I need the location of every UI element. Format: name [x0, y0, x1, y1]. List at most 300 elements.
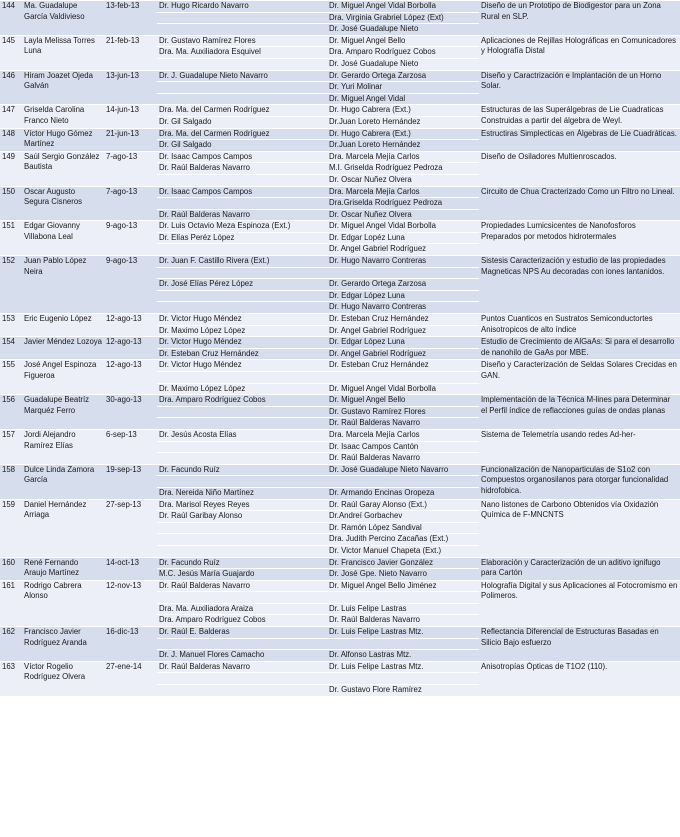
advisor-name [157, 406, 327, 418]
advisor-name [157, 290, 327, 302]
advisor-name [157, 302, 327, 314]
student-name: Guadalupe Beatríz Marquéz Ferro [22, 395, 104, 418]
advisor-name [157, 198, 327, 210]
record-spacer [104, 163, 157, 175]
record-spacer [0, 650, 22, 662]
record-spacer [0, 348, 22, 360]
record-spacer [0, 325, 22, 337]
record-spacer [0, 511, 22, 523]
advisor-name: Dra. Amparo Rodríguez Cobos [157, 395, 327, 407]
committee-member: Dr. Luis Felipe Lastras [327, 603, 479, 615]
advisor-name: Dra. Ma. del Carmen Rodríguez [157, 128, 327, 140]
record-spacer [0, 198, 22, 210]
advisor-name: Dr. Jesús Acosta Elías [157, 429, 327, 441]
committee-member: Dr. Angel Gabriel Rodríguez [327, 244, 479, 256]
advisor-name [157, 441, 327, 453]
record-spacer [22, 545, 104, 557]
advisor-name: Dr. Hugo Ricardo Navarro [157, 1, 327, 13]
student-name: Saúl Sergio González Bautista [22, 151, 104, 174]
record-spacer [104, 209, 157, 221]
record-spacer [22, 487, 104, 499]
exam-date: 21-jun-13 [104, 128, 157, 140]
thesis-title: Puntos Cuanticos en Sustratos Semiconductortes Anisotropicos de alto índice [479, 314, 680, 337]
committee-member: Dr. Raúl Balderas Navarro [327, 418, 479, 430]
record-spacer [104, 487, 157, 499]
committee-member: Dra. Marcela Mejía Carlos [327, 429, 479, 441]
committee-member: Dra. Marcela Mejía Carlos [327, 186, 479, 198]
committee-member: Dra. Amparo Rodríguez Cobos [327, 47, 479, 59]
student-name: Griselda Carolina Franco Nieto [22, 105, 104, 128]
record-row [0, 70, 680, 82]
student-name: Víctor Rogelio Rodríguez Olvera [22, 661, 104, 684]
record-number: 146 [0, 70, 22, 82]
record-spacer [0, 383, 22, 395]
thesis-title: Sistesis Caracterización y estudio de las propiedades Magneticas NPS Au decoradas con iones lantanidos. [479, 256, 680, 314]
advisor-name: Dra. Nereida Niño Martínez [157, 487, 327, 499]
advisor-name [157, 592, 327, 604]
student-name: Hiram Joazet Ojeda Galván [22, 70, 104, 93]
record-spacer [22, 174, 104, 186]
committee-member: Dr. Hugo Navarro Contreras [327, 302, 479, 314]
advisor-name [157, 58, 327, 70]
record-spacer [0, 592, 22, 604]
advisor-name: Dr. Raúl Garibay Alonso [157, 511, 327, 523]
advisor-name [157, 545, 327, 557]
committee-member: Dr. José Guadalupe Nieto [327, 58, 479, 70]
committee-member: Dr. Edgar Lopéz Luna [327, 232, 479, 244]
record-spacer [104, 232, 157, 244]
record-spacer [0, 174, 22, 186]
exam-date: 12-ago-13 [104, 337, 157, 349]
record-spacer [104, 93, 157, 105]
committee-member: Dr. Miguel Angel Vidal Borbolla [327, 383, 479, 395]
record-spacer [0, 279, 22, 291]
student-name: Daniel Hernández Arriaga [22, 499, 104, 522]
committee-member [327, 372, 479, 384]
advisor-name: Dr. Gustavo Ramírez Flores [157, 35, 327, 47]
student-name: Oscar Augusto Segura Cisneros [22, 186, 104, 209]
record-spacer [0, 209, 22, 221]
record-row [0, 627, 680, 639]
record-spacer [0, 638, 22, 650]
record-row [0, 35, 680, 47]
committee-member: Dr. Angel Gabriel Rodríguez [327, 325, 479, 337]
record-spacer [0, 569, 22, 581]
record-spacer [0, 418, 22, 430]
record-spacer [104, 47, 157, 59]
advisor-name: Dr. Facundo Ruíz [157, 557, 327, 569]
record-spacer [104, 569, 157, 581]
advisor-name: Dr. Raúl Balderas Navarro [157, 163, 327, 175]
exam-date: 12-nov-13 [104, 580, 157, 592]
committee-member: Dr. José Guadalupe Nieto Navarro [327, 464, 479, 476]
thesis-title: Diseño de Osiladores Multienroscados. [479, 151, 680, 186]
committee-member: Dra. Marcela Mejía Carlos [327, 151, 479, 163]
advisor-name [157, 93, 327, 105]
committee-member: Dr. Oscar Nuñez Olvera [327, 209, 479, 221]
record-spacer [104, 592, 157, 604]
committee-member: Dr. Luis Felipe Lastras Mtz. [327, 627, 479, 639]
record-spacer [104, 58, 157, 70]
advisor-name [157, 522, 327, 534]
exam-date: 13-jun-13 [104, 70, 157, 82]
advisor-name: Dra. Ma. del Carmen Rodríguez [157, 105, 327, 117]
committee-member: Dra. Virginia Grabriel López (Ext) [327, 12, 479, 24]
exam-date: 27-ene-14 [104, 661, 157, 673]
record-spacer [22, 453, 104, 465]
thesis-title: Propiedades Lumicsicentes de Nanofosforos Preparados por metodos hidrotermales [479, 221, 680, 256]
record-spacer [0, 93, 22, 105]
record-spacer [104, 534, 157, 546]
record-spacer [0, 545, 22, 557]
record-number: 158 [0, 464, 22, 476]
record-spacer [22, 302, 104, 314]
record-spacer [0, 673, 22, 685]
record-spacer [0, 522, 22, 534]
record-spacer [104, 673, 157, 685]
advisor-name: Dr. José Elías Pérez López [157, 279, 327, 291]
record-number: 147 [0, 105, 22, 117]
advisor-name [157, 638, 327, 650]
record-spacer [22, 24, 104, 36]
thesis-title: Holografía Digital y sus Aplicaciones al Fotocromismo en Polimeros. [479, 580, 680, 626]
advisor-name: Dra. Marisol Reyes Reyes [157, 499, 327, 511]
student-name: Jordi Alejandro Ramírez Elías [22, 429, 104, 452]
record-spacer [22, 522, 104, 534]
record-row [0, 105, 680, 117]
record-number: 155 [0, 360, 22, 372]
record-number: 162 [0, 627, 22, 639]
record-number: 163 [0, 661, 22, 673]
record-row [0, 661, 680, 673]
record-spacer [0, 685, 22, 696]
thesis-title: Diseño de un Prototipo de Biodigestor para un Zona Rural en SLP. [479, 1, 680, 36]
record-spacer [0, 615, 22, 627]
record-row [0, 337, 680, 349]
advisor-name: Dr. Victor Hugo Méndez [157, 360, 327, 372]
exam-date: 21-feb-13 [104, 35, 157, 47]
exam-date: 16-dic-13 [104, 627, 157, 639]
record-row [0, 1, 680, 13]
thesis-title: Elaboración y Caracterización de un aditivo ignifugo para Cartón [479, 557, 680, 580]
record-spacer [0, 441, 22, 453]
student-name: Javier Méndez Lozoya [22, 337, 104, 360]
advisor-name: Dr. J. Guadalupe Nieto Navarro [157, 70, 327, 82]
committee-member: Dr. Gustavo Ramírez Flores [327, 406, 479, 418]
record-spacer [0, 290, 22, 302]
record-spacer [0, 140, 22, 152]
record-spacer [0, 603, 22, 615]
record-spacer [22, 418, 104, 430]
advisor-name: Dr. Isaac Campos Campos [157, 186, 327, 198]
exam-date: 7-ago-13 [104, 186, 157, 198]
student-name: Rodrigo Cabrera Alonso [22, 580, 104, 603]
advisor-name: Dr. Juan F. Castillo Rivera (Ext.) [157, 256, 327, 268]
record-row [0, 256, 680, 268]
exam-date: 7-ago-13 [104, 151, 157, 163]
record-row [0, 360, 680, 372]
record-spacer [104, 302, 157, 314]
advisor-name: Dra. Ma. Auxiliadora Esquivel [157, 47, 327, 59]
committee-member: Dr. Isaac Campos Cantón [327, 441, 479, 453]
thesis-title: Nano listones de Carbono Obtenidos vía Oxidazión Química de F-MNCNTS [479, 499, 680, 557]
committee-member: Dr. Yuri Molinar [327, 82, 479, 94]
record-spacer [104, 685, 157, 696]
committee-member: Dra.Griselda Rodríguez Pedroza [327, 198, 479, 210]
thesis-title: Sistema de Telemetría usando redes Ad-her- [479, 429, 680, 464]
record-spacer [0, 24, 22, 36]
record-spacer [104, 511, 157, 523]
record-spacer [104, 140, 157, 152]
exam-date: 6-sep-13 [104, 429, 157, 441]
committee-member: Dr. Francisco Javier González [327, 557, 479, 569]
committee-member: Dr. Miguel Angel Bello [327, 35, 479, 47]
record-spacer [22, 279, 104, 291]
committee-member: Dr. Miguel Angel Bello Jiménez [327, 580, 479, 592]
record-spacer [0, 453, 22, 465]
record-spacer [22, 603, 104, 615]
record-spacer [22, 383, 104, 395]
committee-member: Dr. Raúl Balderas Navarro [327, 615, 479, 627]
record-spacer [104, 348, 157, 360]
committee-member: Dr. Hugo Cabrera (Ext.) [327, 105, 479, 117]
record-row [0, 128, 680, 140]
committee-member [327, 673, 479, 685]
record-spacer [104, 116, 157, 128]
thesis-records-body [0, 1, 680, 696]
record-spacer [104, 650, 157, 662]
committee-member: Dr. Armando Encinas Oropeza [327, 487, 479, 499]
exam-date: 30-ago-13 [104, 395, 157, 407]
committee-member [327, 267, 479, 279]
advisor-name [157, 453, 327, 465]
exam-date: 14-oct-13 [104, 557, 157, 569]
advisor-name: Dr. Maximo López López [157, 383, 327, 395]
thesis-title: Funcionalización de Nanoparticulas de S1o2 con Compuestos organosilanos para otorgar funcionalidad hidrofobica. [479, 464, 680, 499]
advisor-name [157, 267, 327, 279]
record-spacer [104, 174, 157, 186]
student-name: Juan Pablo López Neira [22, 256, 104, 279]
committee-member: Dr.Andreí Gorbachev [327, 511, 479, 523]
committee-member: Dr. Esteban Cruz Hernández [327, 360, 479, 372]
advisor-name: Dr. Raúl Balderas Navarro [157, 661, 327, 673]
record-spacer [104, 372, 157, 384]
exam-date: 13-feb-13 [104, 1, 157, 13]
exam-date: 12-ago-13 [104, 360, 157, 372]
record-spacer [0, 47, 22, 59]
record-spacer [22, 615, 104, 627]
record-spacer [0, 116, 22, 128]
thesis-title: Anisotropías Ópticas de T1O2 (110). [479, 661, 680, 695]
record-spacer [0, 163, 22, 175]
advisor-name [157, 534, 327, 546]
thesis-title: Diseño y Caracterización de Seldas Solares Crecidas en GAN. [479, 360, 680, 395]
advisor-name: Dr. Victor Hugo Méndez [157, 337, 327, 349]
thesis-title: Estructiras Simplecticas en Álgebras de Lie Cuadráticas. [479, 128, 680, 151]
student-name: René Fernando Araujo Martínez [22, 557, 104, 580]
advisor-name: Dr. Raúl Balderas Navarro [157, 580, 327, 592]
student-name: Ma. Guadalupe García Valdivieso [22, 1, 104, 24]
record-spacer [22, 209, 104, 221]
advisor-name [157, 673, 327, 685]
record-number: 153 [0, 314, 22, 326]
advisor-name: Dr. Raúl E. Balderas [157, 627, 327, 639]
record-number: 148 [0, 128, 22, 140]
record-spacer [104, 267, 157, 279]
committee-member [327, 592, 479, 604]
thesis-title: Diseño y Caractrización e Implantación de un Horno Solar. [479, 70, 680, 105]
record-number: 154 [0, 337, 22, 349]
student-name: José Angel Espinoza Figueroa [22, 360, 104, 383]
advisor-name [157, 685, 327, 696]
record-spacer [22, 685, 104, 696]
record-number: 151 [0, 221, 22, 233]
advisor-name [157, 476, 327, 488]
committee-member: Dr. Miguel Angel Bello [327, 395, 479, 407]
committee-member: Dr. Miguel Angel Vidal [327, 93, 479, 105]
record-number: 160 [0, 557, 22, 569]
record-spacer [104, 545, 157, 557]
record-number: 152 [0, 256, 22, 268]
record-spacer [0, 487, 22, 499]
student-name: Edgar Giovanny Villabona Leal [22, 221, 104, 244]
exam-date: 9-ago-13 [104, 221, 157, 233]
record-spacer [104, 12, 157, 24]
committee-member: Dr. José Gpe. Nieto Navarro [327, 569, 479, 581]
record-spacer [104, 279, 157, 291]
record-row [0, 221, 680, 233]
committee-member: Dr. Ramón López Sandival [327, 522, 479, 534]
record-spacer [22, 534, 104, 546]
advisor-name [157, 418, 327, 430]
record-number: 159 [0, 499, 22, 511]
record-spacer [104, 638, 157, 650]
thesis-title: Circuito de Chua Cracterizado Como un Filtro no Lineal. [479, 186, 680, 221]
committee-member: Dr.Juan Loreto Hernández [327, 140, 479, 152]
record-spacer [104, 603, 157, 615]
student-name: Víctor Hugo Gómez Martínez [22, 128, 104, 151]
advisor-name: Dr. Gil Salgado [157, 116, 327, 128]
record-spacer [0, 58, 22, 70]
thesis-title: Aplicaciones de Rejillas Holográficas en Comunicadores y Holografía Distal [479, 35, 680, 70]
record-spacer [22, 650, 104, 662]
exam-date: 12-ago-13 [104, 314, 157, 326]
record-spacer [0, 232, 22, 244]
record-spacer [104, 453, 157, 465]
record-number: 157 [0, 429, 22, 441]
advisor-name: Dr. Facundo Ruíz [157, 464, 327, 476]
exam-date: 27-sep-13 [104, 499, 157, 511]
committee-member: Dr. Miguel Angel Vidal Borbolla [327, 221, 479, 233]
record-spacer [104, 418, 157, 430]
record-spacer [22, 244, 104, 256]
advisor-name [157, 24, 327, 36]
record-spacer [104, 476, 157, 488]
record-spacer [0, 267, 22, 279]
record-spacer [104, 615, 157, 627]
record-spacer [0, 534, 22, 546]
record-spacer [0, 372, 22, 384]
committee-member: Dr. Edgar López Luna [327, 290, 479, 302]
advisor-name: Dr. Isaac Campos Campos [157, 151, 327, 163]
committee-member: Dr. Raúl Garay Alonso (Ext.) [327, 499, 479, 511]
student-name: Layla Melissa Torres Luna [22, 35, 104, 58]
advisor-name: Dr. Esteban Cruz Hernández [157, 348, 327, 360]
record-row [0, 429, 680, 441]
advisor-name: Dr. Gil Salgado [157, 140, 327, 152]
record-number: 145 [0, 35, 22, 47]
committee-member: Dr. Edgar López Luna [327, 337, 479, 349]
record-spacer [104, 82, 157, 94]
thesis-title: Reflectancia Diferencial de Estructuras Basadas en Silicio Bajo esfuerzo [479, 627, 680, 662]
committee-member: Dr. Oscar Nuñez Olvera [327, 174, 479, 186]
thesis-title: Estructuras de las Superálgebras de Lie Cuadraticas Construidas a partir del álgebra de Weyl. [479, 105, 680, 128]
exam-date: 14-jun-13 [104, 105, 157, 117]
committee-member: Dra. Judith Percino Zacañas (Ext.) [327, 534, 479, 546]
committee-member: Dr. Raúl Balderas Navarro [327, 453, 479, 465]
record-spacer [0, 406, 22, 418]
record-number: 144 [0, 1, 22, 13]
record-row [0, 557, 680, 569]
committee-member: Dr. Hugo Navarro Contreras [327, 256, 479, 268]
record-number: 149 [0, 151, 22, 163]
record-spacer [0, 244, 22, 256]
committee-member: Dr. Hugo Cabrera (Ext.) [327, 128, 479, 140]
committee-member: Dr. Esteban Cruz Hernández [327, 314, 479, 326]
record-spacer [22, 93, 104, 105]
advisor-name: Dr. Luis Octavio Meza Espinoza (Ext.) [157, 221, 327, 233]
committee-member: Dr. Victor Manuel Chapeta (Ext.) [327, 545, 479, 557]
advisor-name: Dr. Elías Peréz López [157, 232, 327, 244]
record-row [0, 151, 680, 163]
committee-member: Dr. José Guadalupe Nieto [327, 24, 479, 36]
committee-member: Dr. Gustavo Flore Ramírez [327, 685, 479, 696]
advisor-name: Dr. Victor Hugo Méndez [157, 314, 327, 326]
record-spacer [104, 24, 157, 36]
record-spacer [104, 244, 157, 256]
record-row [0, 580, 680, 592]
student-name: Eric Eugenio López [22, 314, 104, 337]
record-number: 161 [0, 580, 22, 592]
committee-member: Dr. Miguel Angel Vidal Borbolla [327, 1, 479, 13]
record-spacer [0, 476, 22, 488]
advisor-name: Dr. Raúl Balderas Navarro [157, 209, 327, 221]
thesis-title: Estudio de Crecimiento de AlGaAs: Si para el desarrollo de nanohilo de GaAs por MBE. [479, 337, 680, 360]
record-number: 156 [0, 395, 22, 407]
record-spacer [104, 406, 157, 418]
record-row [0, 186, 680, 198]
advisor-name: M.C. Jesús María Guajardo [157, 569, 327, 581]
record-spacer [104, 522, 157, 534]
student-name: Francisco Javier Rodríguez Aranda [22, 627, 104, 650]
committee-member: Dr. Luis Felipe Lastras Mtz. [327, 661, 479, 673]
record-spacer [22, 290, 104, 302]
advisor-name [157, 82, 327, 94]
record-spacer [0, 82, 22, 94]
record-row [0, 314, 680, 326]
student-name: Dulce Linda Zamora García [22, 464, 104, 487]
exam-date: 9-ago-13 [104, 256, 157, 268]
advisor-name [157, 244, 327, 256]
committee-member: M.I. Griselda Rodríguez Pedroza [327, 163, 479, 175]
advisor-name [157, 372, 327, 384]
record-spacer [104, 290, 157, 302]
advisor-name: Dra. Ma. Auxiliadora Araiza [157, 603, 327, 615]
advisor-name: Dr. J. Manuel Flores Camacho [157, 650, 327, 662]
committee-member [327, 638, 479, 650]
exam-date: 19-sep-13 [104, 464, 157, 476]
record-spacer [104, 383, 157, 395]
